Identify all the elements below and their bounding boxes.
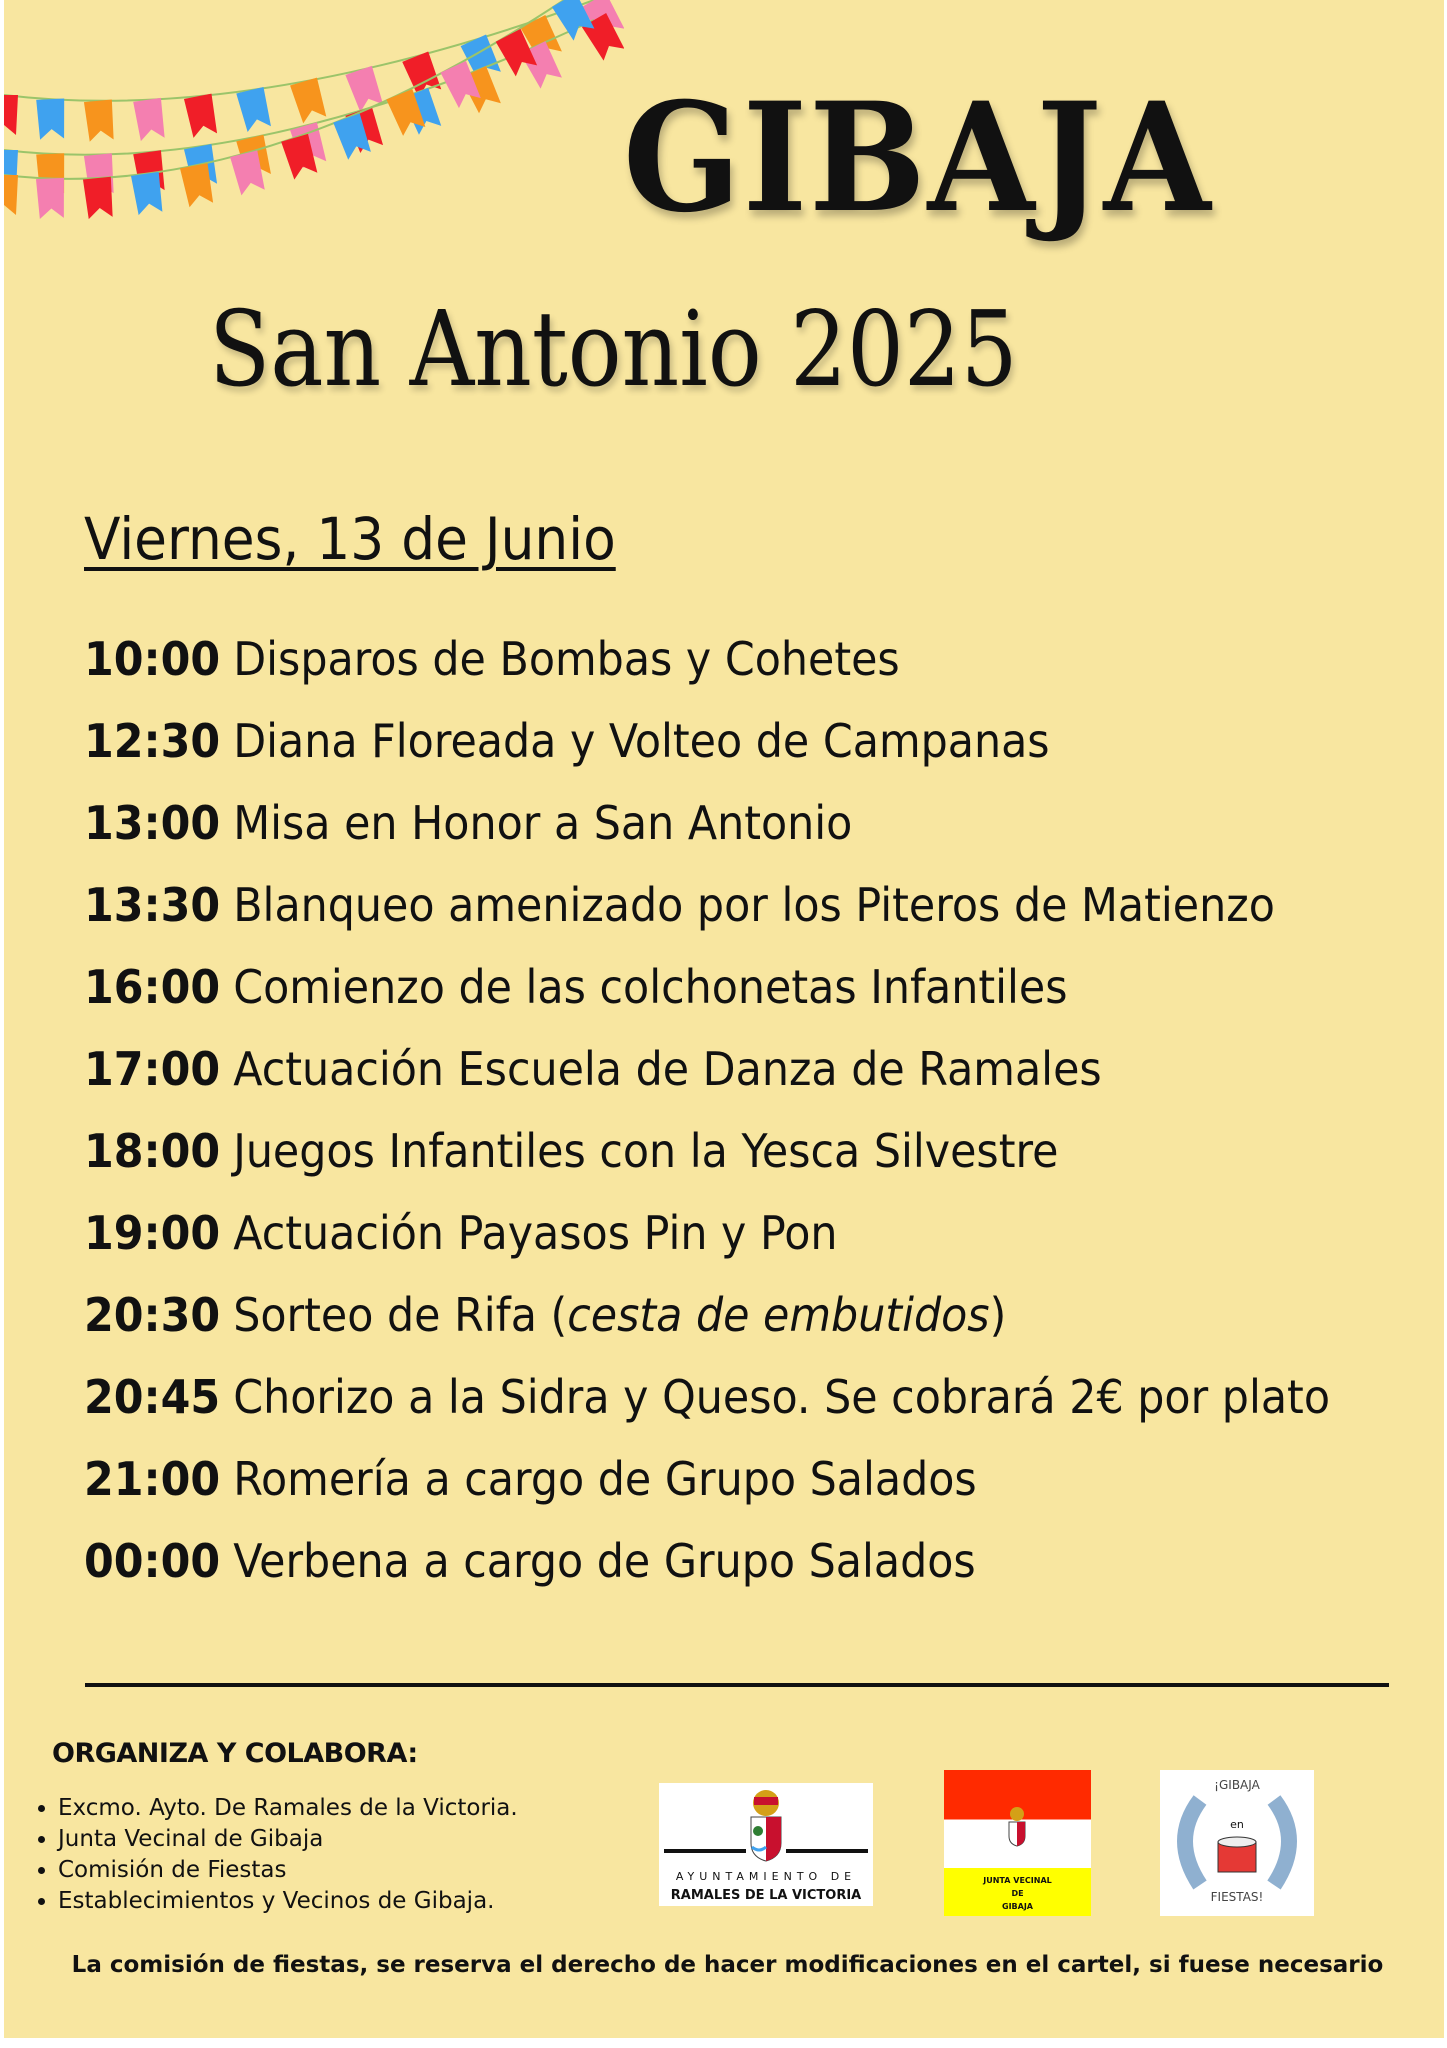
coat-of-arms-icon <box>944 1770 1091 1865</box>
logo-text: ¡GIBAJA <box>1214 1778 1260 1792</box>
bunting-flag <box>4 175 18 215</box>
schedule-event: Diana Floreada y Volteo de Campanas <box>233 714 1050 768</box>
list-item: • Establecimientos y Vecinos de Gibaja. <box>58 1886 518 1917</box>
schedule-event: Juegos Infantiles con la Yesca Silvestre <box>233 1124 1059 1178</box>
schedule-time: 20:45 <box>84 1370 221 1424</box>
schedule-time: 19:00 <box>84 1206 221 1260</box>
logo-text: AYUNTAMIENTO DE <box>675 1870 857 1883</box>
bunting-decoration <box>4 0 624 230</box>
disclaimer: La comisión de fiestas, se reserva el derecho de hacer modificaciones en el cartel, si fuese necesario <box>71 1952 1384 1978</box>
schedule-event: Chorizo a la Sidra y Queso. Se cobrará 2€ por plato <box>233 1370 1330 1424</box>
divider <box>85 1683 1389 1687</box>
list-item: • Comisión de Fiestas <box>58 1855 518 1886</box>
schedule-time: 20:30 <box>84 1288 221 1342</box>
schedule-time: 12:30 <box>84 714 221 768</box>
schedule-row <box>84 1368 1330 1450</box>
gibaja-en-fiestas-logo <box>1160 1770 1314 1916</box>
schedule-row <box>84 1450 1330 1532</box>
bunting-flag <box>83 177 115 219</box>
bunting-flag <box>236 87 273 132</box>
schedule-event: Actuación Escuela de Danza de Ramales <box>233 1042 1102 1096</box>
bunting-flag <box>133 98 166 142</box>
schedule-event: Verbena a cargo de Grupo Salados <box>233 1534 976 1588</box>
schedule-event: Misa en Honor a San Antonio <box>233 796 853 850</box>
schedule-event: Blanqueo amenizado por los Piteros de Matienzo <box>233 878 1275 932</box>
page-title: GIBAJA <box>623 70 1213 246</box>
schedule-row <box>84 1204 1330 1286</box>
logo-text: en <box>1230 1818 1244 1831</box>
schedule-row <box>84 630 1330 712</box>
ayuntamiento-logo <box>659 1783 873 1906</box>
schedule-time: 21:00 <box>84 1452 221 1506</box>
schedule-time: 16:00 <box>84 960 221 1014</box>
poster <box>4 0 1444 2038</box>
schedule-list <box>84 630 1424 1614</box>
schedule-event: Romería a cargo de Grupo Salados <box>233 1452 977 1506</box>
logo-text: FIESTAS! <box>1210 1890 1264 1904</box>
bunting-flag <box>290 78 328 124</box>
logo-text: GIBAJA <box>1002 1902 1033 1911</box>
bunting-flag <box>184 94 219 139</box>
event-day: Viernes, 13 de Junio <box>84 505 616 573</box>
bunting-flag <box>4 95 18 135</box>
schedule-event-note: cesta de embutidos <box>567 1288 990 1342</box>
schedule-time: 00:00 <box>84 1534 221 1588</box>
schedule-row <box>84 1532 1330 1614</box>
schedule-row <box>84 712 1330 794</box>
schedule-time: 13:30 <box>84 878 221 932</box>
schedule-row <box>84 1122 1330 1204</box>
event-subtitle: San Antonio 2025 <box>209 288 1018 410</box>
junta-vecinal-flag-logo <box>944 1770 1091 1916</box>
bunting-flag <box>84 99 116 141</box>
logo-text: DE <box>1011 1889 1024 1898</box>
schedule-event-suffix: ) <box>989 1288 1007 1342</box>
schedule-row <box>84 876 1330 958</box>
schedule-time: 17:00 <box>84 1042 221 1096</box>
schedule-event: Sorteo de Rifa ( <box>233 1288 568 1342</box>
schedule-row <box>84 1040 1330 1122</box>
schedule-event: Disparos de Bombas y Cohetes <box>233 632 900 686</box>
schedule-time: 13:00 <box>84 796 221 850</box>
schedule-event: Actuación Payasos Pin y Pon <box>233 1206 838 1260</box>
logo-text: JUNTA VECINAL <box>983 1876 1052 1885</box>
schedule-time: 18:00 <box>84 1124 221 1178</box>
list-item: • Junta Vecinal de Gibaja <box>58 1824 518 1855</box>
schedule-event: Comienzo de las colchonetas Infantiles <box>233 960 1068 1014</box>
coat-of-arms-icon <box>659 1783 873 1863</box>
schedule-row <box>84 1286 1330 1368</box>
schedule-row <box>84 794 1330 876</box>
schedule-time: 10:00 <box>84 632 221 686</box>
organizers-list <box>32 1793 518 1917</box>
schedule-row <box>84 958 1330 1040</box>
list-item: • Excmo. Ayto. De Ramales de la Victoria. <box>58 1793 518 1824</box>
organizers-title: ORGANIZA Y COLABORA: <box>52 1738 418 1769</box>
logo-text: RAMALES DE LA VICTORIA <box>670 1888 862 1903</box>
bunting-flag <box>36 99 66 140</box>
bunting-flag <box>36 178 66 219</box>
